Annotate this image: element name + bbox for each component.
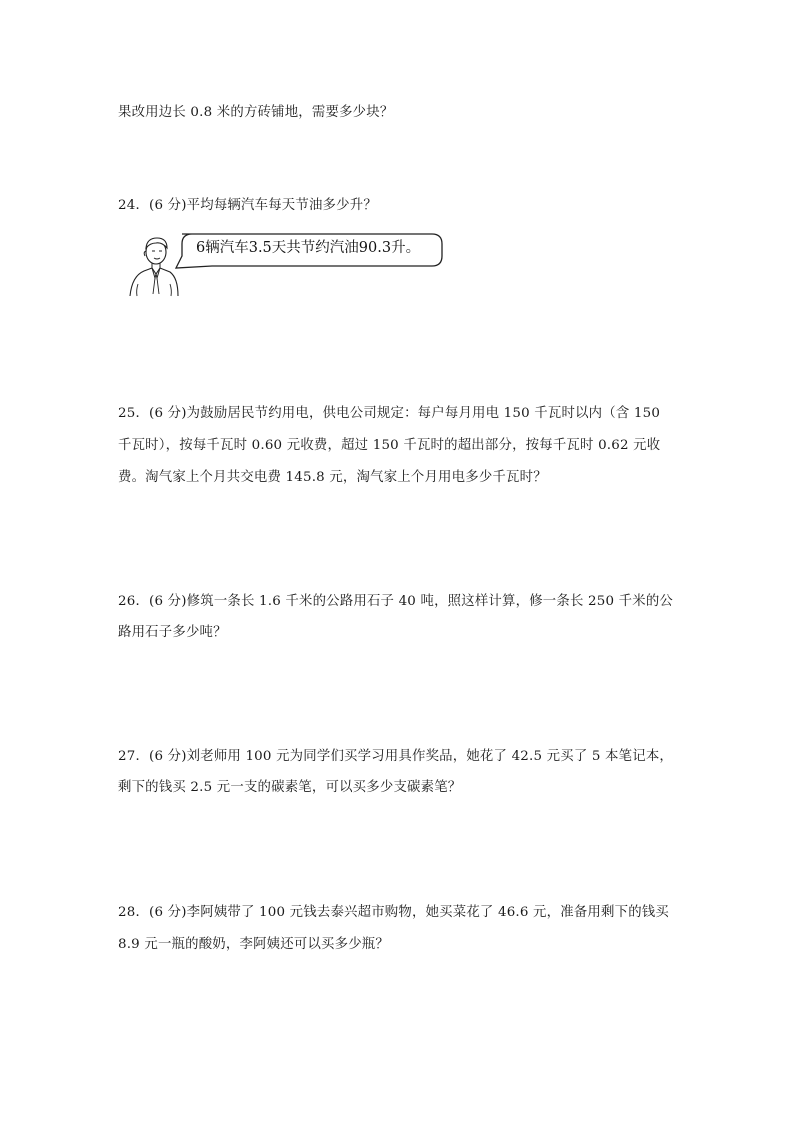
question-25-line-3: 费。淘气家上个月共交电费 145.8 元，淘气家上个月用电多少千瓦时？ [118, 470, 547, 485]
question-27-line-1: 27．(6 分)刘老师用 100 元为同学们买学习用具作奖品，她花了 42.5 元买了 5 本笔记本， [118, 749, 674, 764]
question-26-line-2: 路用石子多少吨？ [118, 625, 227, 640]
question-27-line-2: 剩下的钱买 2.5 元一支的碳素笔，可以买多少支碳素笔？ [118, 780, 462, 795]
question-26-line-1: 26．(6 分)修筑一条长 1.6 千米的公路用石子 40 吨，照这样计算，修一条长 250 千米的公 [118, 594, 674, 609]
question-28-line-2: 8.9 元一瓶的酸奶，李阿姨还可以买多少瓶？ [118, 937, 389, 952]
question-25-line-2: 千瓦时），按每千瓦时 0.60 元收费，超过 150 千瓦时的超出部分，按每千瓦时 0.62 元收 [118, 438, 661, 453]
question-28-line-1: 28．(6 分)李阿姨带了 100 元钱去泰兴超市购物，她买菜花了 46.6 元，准备用剩下的钱买 [118, 905, 669, 920]
question-25-line-1: 25．(6 分)为鼓励居民节约用电，供电公司规定：每户每月用电 150 千瓦时以内（含 150 [118, 406, 661, 421]
question-24-text: 24．(6 分)平均每辆汽车每天节油多少升？ [118, 198, 377, 213]
speech-bubble-text: 6辆汽车3.5天共节约汽油90.3升。 [196, 240, 421, 256]
question-23-continuation: 果改用边长 0.8 米的方砖铺地，需要多少块？ [118, 105, 394, 120]
question-24-figure [120, 226, 450, 302]
